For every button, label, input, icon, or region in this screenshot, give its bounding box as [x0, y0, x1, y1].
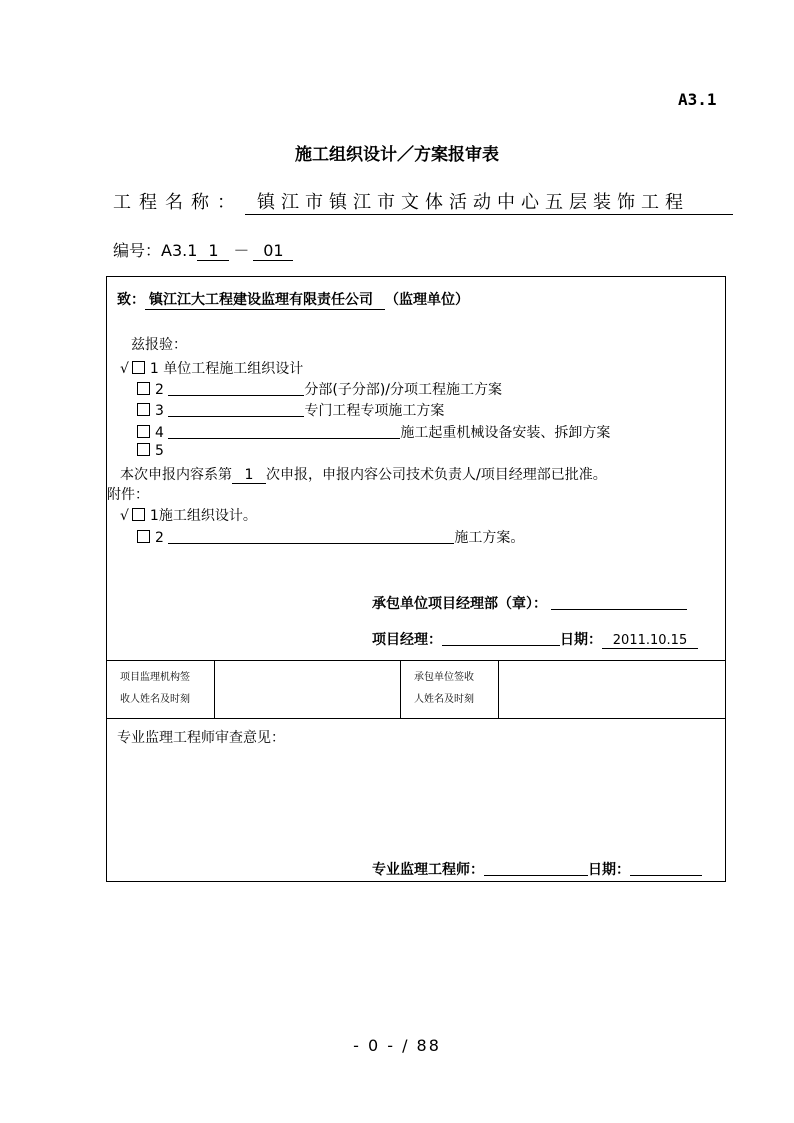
divider-receipt-col2: [400, 660, 401, 718]
engineer-date-blank[interactable]: [630, 861, 702, 876]
item-4-checkbox[interactable]: [137, 425, 150, 438]
item-3-checkbox[interactable]: [137, 403, 150, 416]
manager-sign-row: [372, 629, 698, 649]
attachment-2-num: 2: [155, 530, 164, 546]
item-4-blank[interactable]: [168, 424, 400, 439]
attachment-1: [120, 505, 257, 525]
engineer-sign-row: [372, 859, 702, 879]
project-name-label: 工程名称：: [113, 192, 243, 213]
contractor-receipt-label-line1: 承包单位签收: [414, 672, 474, 683]
page-total: 88: [416, 1036, 441, 1055]
project-name-value: 镇江市镇江市文体活动中心五层装饰工程: [245, 188, 733, 215]
addressee-prefix: 致：: [117, 292, 145, 308]
item-1-num: 1: [149, 361, 159, 377]
item-1: [120, 358, 303, 378]
item-5-checkbox[interactable]: [137, 443, 150, 456]
intro-text: 兹报验：: [131, 337, 187, 353]
form-table: [106, 276, 726, 882]
review-label: 专业监理工程师审查意见：: [117, 730, 285, 746]
addressee-line: [117, 289, 469, 310]
manager-date-value[interactable]: 2011.10.15: [602, 633, 698, 649]
item-3-text: 专门工程专项施工方案: [304, 403, 445, 419]
attachment-1-num: 1: [149, 508, 159, 524]
item-4-num: 4: [155, 425, 164, 441]
contractor-dept-blank[interactable]: [551, 595, 687, 610]
item-1-check-mark: √: [120, 361, 129, 377]
submission-count[interactable]: 1: [232, 467, 266, 484]
item-5: [134, 443, 164, 459]
supervision-receipt-label-line2: 收人姓名及时刻: [120, 694, 190, 705]
engineer-label: 专业监理工程师：: [372, 862, 484, 878]
item-3-blank[interactable]: [168, 402, 304, 417]
engineer-date-label: 日期：: [588, 862, 630, 878]
form-number-label: 编号：A3.1: [113, 241, 198, 260]
item-2-text: 分部(子分部)/分项工程施工方案: [304, 382, 503, 398]
engineer-blank[interactable]: [484, 861, 588, 876]
contractor-dept-sign: [372, 593, 687, 613]
form-code: A3.1: [678, 90, 717, 109]
item-4-text: 施工起重机械设备安装、拆卸方案: [400, 425, 611, 441]
attachments-label: 附件：: [107, 487, 149, 503]
item-2-num: 2: [155, 382, 164, 398]
form-title: 施工组织设计／方案报审表: [295, 145, 499, 165]
attachment-1-check-mark: √: [120, 508, 129, 524]
submission-pre: 本次申报内容系第: [120, 467, 232, 483]
attachment-2-blank[interactable]: [168, 529, 454, 544]
item-1-checkbox[interactable]: [132, 361, 145, 374]
form-number-dash: －: [233, 241, 250, 260]
submission-post: 次申报，申报内容公司技术负责人/项目经理部已批准。: [266, 467, 607, 483]
contractor-receipt-label-line2: 人姓名及时刻: [414, 694, 474, 705]
supervision-company: 镇江江大工程建设监理有限责任公司: [145, 289, 385, 310]
form-number-part1: 1: [197, 241, 229, 261]
item-5-num: 5: [155, 443, 164, 459]
manager-label: 项目经理：: [372, 632, 442, 648]
contractor-receipt-field[interactable]: [499, 661, 725, 717]
manager-date-label: 日期：: [560, 632, 602, 648]
supervision-receipt-label: [120, 667, 190, 711]
item-4: [134, 422, 610, 442]
attachment-1-checkbox[interactable]: [132, 508, 145, 521]
submission-statement: [120, 464, 607, 484]
addressee-suffix: （监理单位）: [385, 292, 469, 308]
manager-blank[interactable]: [442, 631, 560, 646]
supervision-receipt-label-line1: 项目监理机构签: [120, 672, 190, 683]
item-3: [134, 400, 444, 420]
form-number-part2: 01: [253, 241, 293, 261]
supervision-receipt-field[interactable]: [215, 661, 399, 717]
contractor-receipt-label: [414, 667, 474, 711]
item-1-text: 单位工程施工组织设计: [163, 361, 304, 377]
attachment-2: [134, 527, 524, 547]
divider-review-top: [107, 718, 725, 719]
attachment-1-text: 施工组织设计。: [158, 508, 257, 524]
item-3-num: 3: [155, 403, 164, 419]
item-2-blank[interactable]: [168, 381, 304, 396]
item-2-checkbox[interactable]: [137, 382, 150, 395]
page-number: - 0 - / 88: [353, 1036, 441, 1055]
contractor-dept-label: 承包单位项目经理部（章）：: [372, 596, 547, 612]
page-current: 0: [367, 1036, 381, 1055]
attachment-2-text: 施工方案。: [454, 530, 525, 546]
item-2: [134, 379, 502, 399]
attachment-2-checkbox[interactable]: [137, 530, 150, 543]
form-number: [113, 238, 293, 261]
